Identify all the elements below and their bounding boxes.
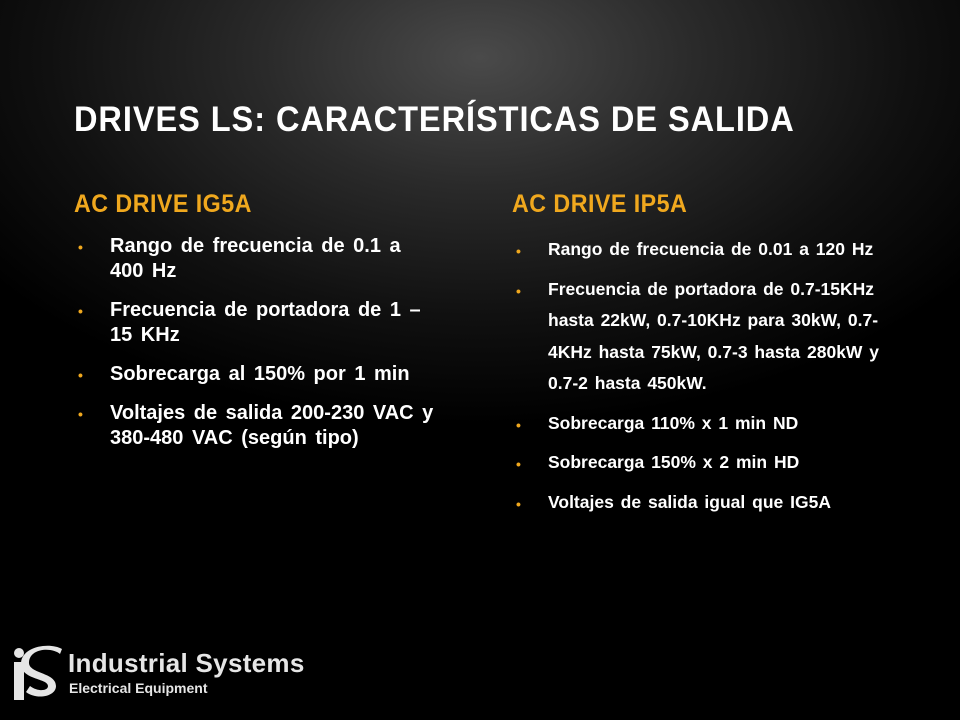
bullet-icon: • xyxy=(516,495,521,512)
list-item: • Rango de frecuencia de 0.1 a 400 Hz xyxy=(78,235,401,282)
list-item: • Sobrecarga 110% x 1 min ND xyxy=(512,408,892,440)
bullet-icon: • xyxy=(78,406,83,422)
bullet-icon: • xyxy=(516,282,521,299)
list-item: • Rango de frecuencia de 0.01 a 120 Hz xyxy=(512,234,892,266)
list-item: • Sobrecarga 150% x 2 min HD xyxy=(512,447,892,479)
list-item: • Sobrecarga al 150% por 1 min xyxy=(74,362,434,387)
bullet-icon: • xyxy=(516,416,521,433)
logo-company-name: Industrial Systems xyxy=(68,648,305,678)
bullet-icon: • xyxy=(78,303,83,319)
bullet-list-ip5a xyxy=(512,234,892,518)
logo-subtitle: Electrical Equipment xyxy=(69,680,208,696)
column-heading-ip5a: AC DRIVE IP5A xyxy=(512,190,688,218)
list-item: • Frecuencia de portadora de 1 – 15 KHz xyxy=(78,299,421,346)
bullet-icon: • xyxy=(78,239,83,255)
is-logo-icon xyxy=(12,644,64,704)
list-item: • Frecuencia de portadora de 0.7-15KHz hasta 22kW, 0.7-10KHz para 30kW, 0.7-4KHz hasta 75kW, 0.7-3 hasta 280kW y 0.7-2 hasta 450kW. xyxy=(512,274,892,400)
column-ig5a xyxy=(74,190,434,465)
bullet-icon: • xyxy=(516,456,521,472)
bullet-icon: • xyxy=(516,243,521,259)
company-logo xyxy=(12,644,312,704)
column-heading-ig5a: AC DRIVE IG5A xyxy=(74,190,252,218)
bullet-list-ig5a xyxy=(74,234,434,451)
bullet-icon: • xyxy=(78,367,83,383)
list-item: • Voltajes de salida 200-230 VAC y 380-480 VAC (según tipo) xyxy=(78,402,434,449)
list-item: • Voltajes de salida igual que IG5A xyxy=(512,487,892,519)
slide-title: DRIVES LS: CARACTERÍSTICAS DE SALIDA xyxy=(74,100,795,139)
column-ip5a xyxy=(512,190,892,526)
